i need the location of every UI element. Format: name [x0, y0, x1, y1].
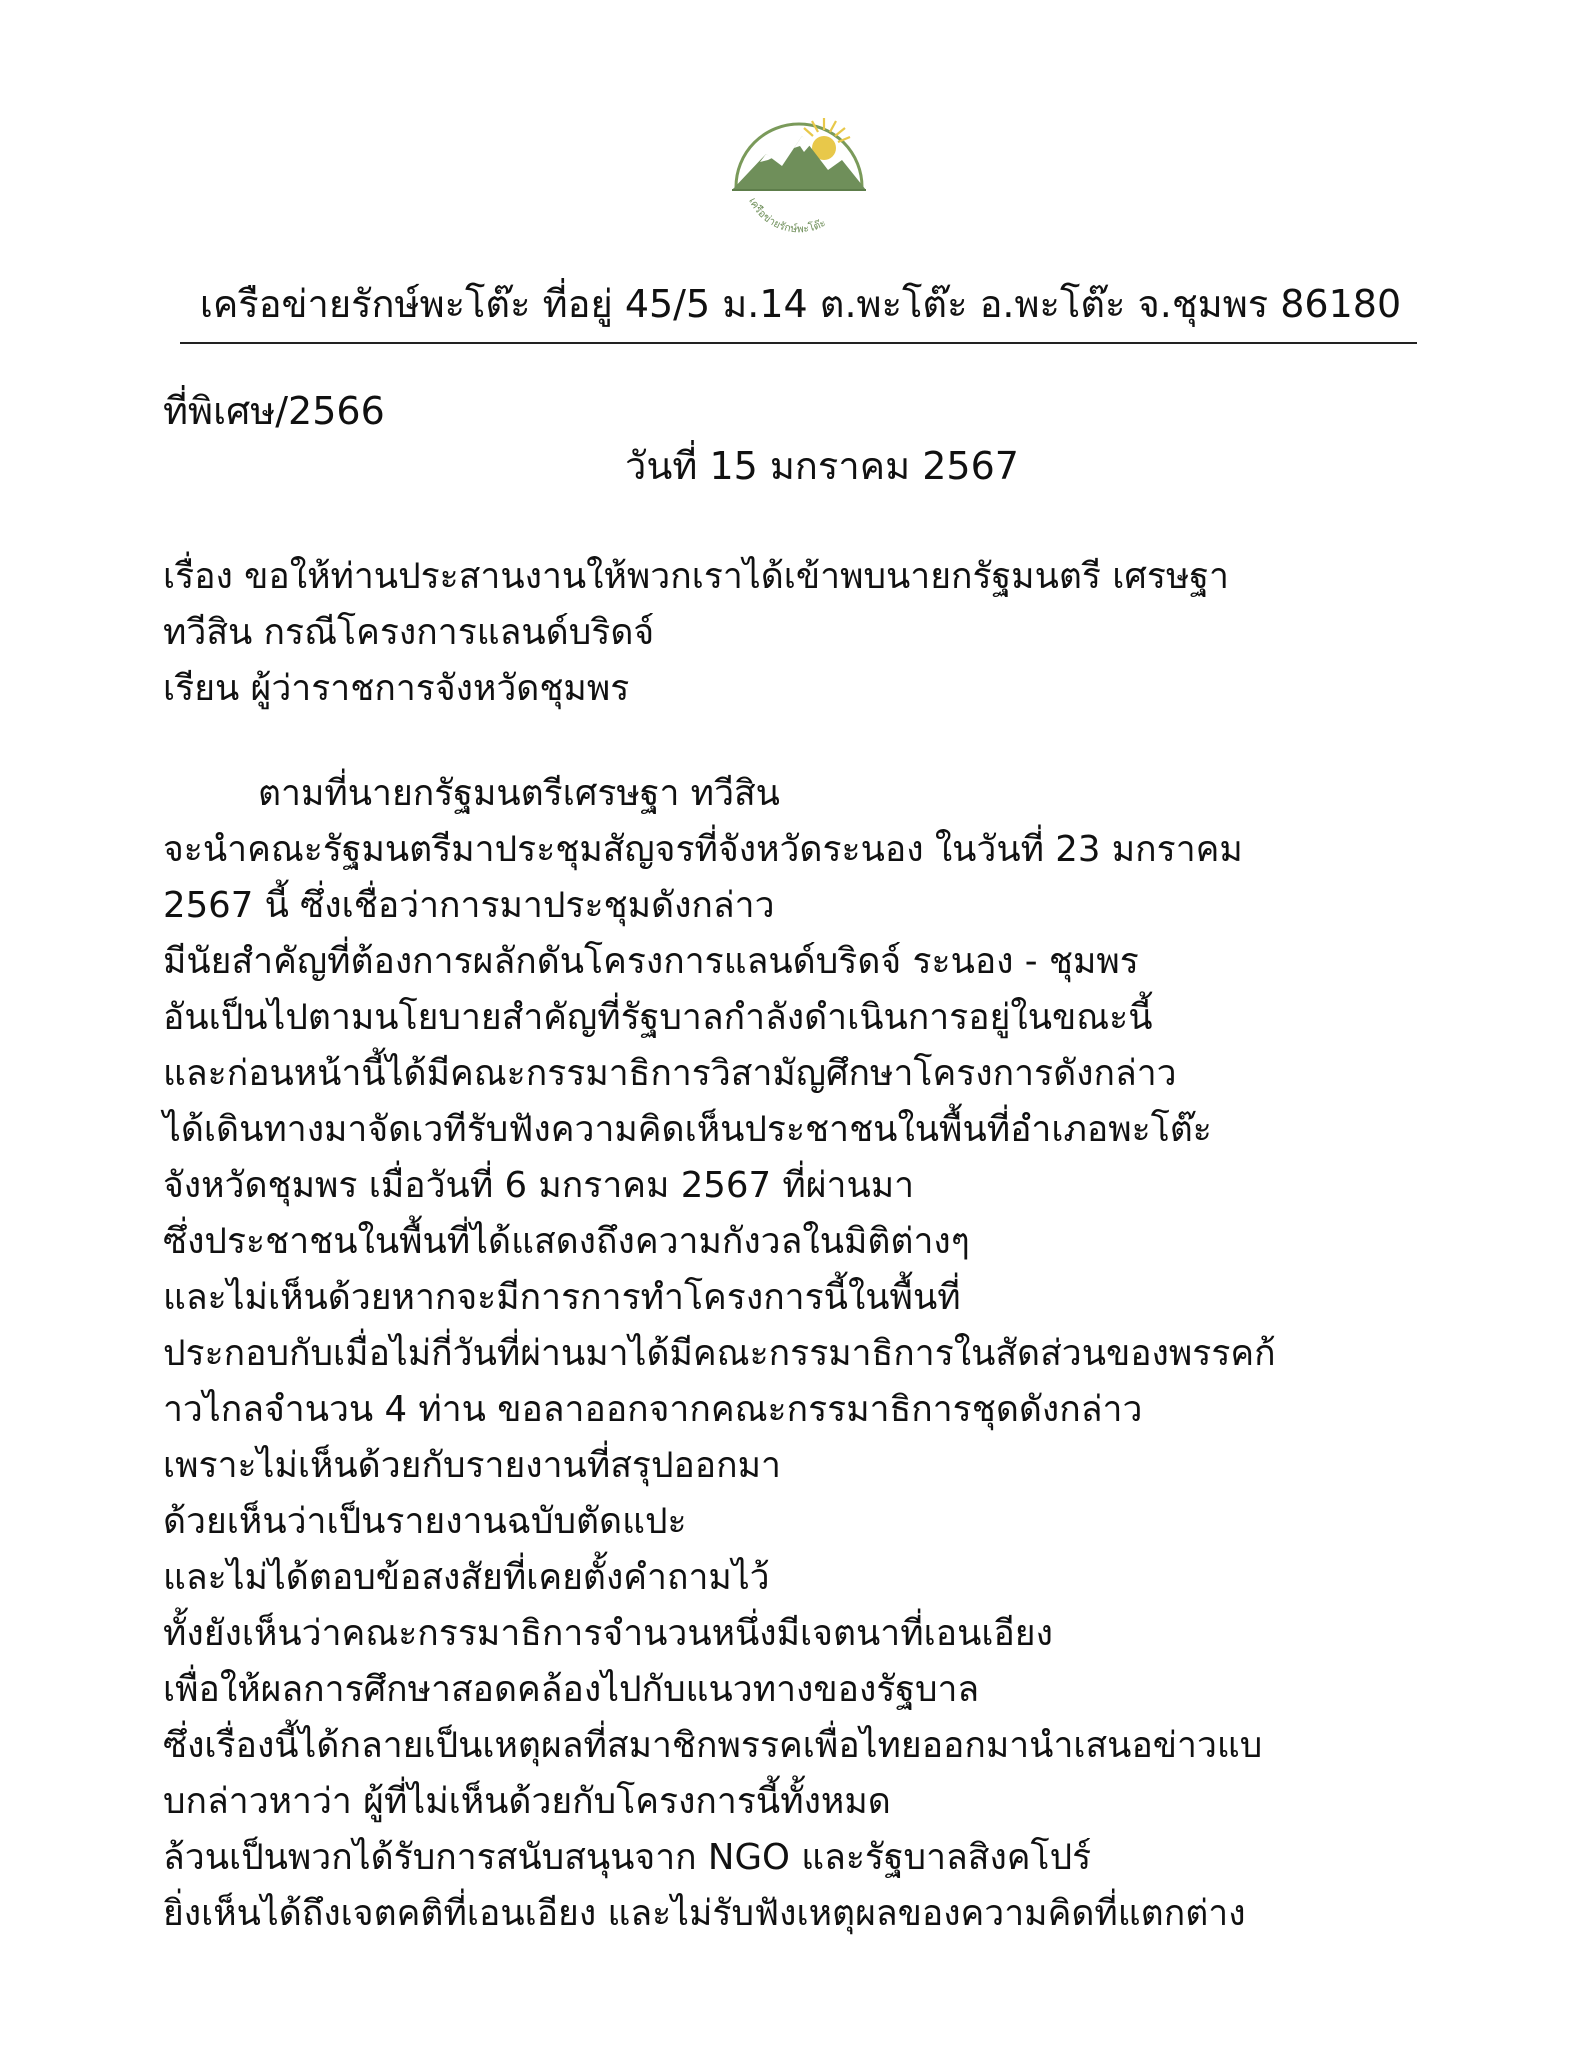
subject-line: เรื่อง ขอให้ท่านประสานงานให้พวกเราได้เข้าพบนายกรัฐมนตรี เศรษฐา: [163, 556, 1229, 597]
subject-line-continued: ทวีสิน กรณีโครงการแลนด์บริดจ์: [163, 612, 655, 653]
mountain-sun-logo-icon: [724, 92, 874, 252]
organization-address: เครือข่ายรักษ์พะโต๊ะ ที่อยู่ 45/5 ม.14 ต.พะโต๊ะ อ.พะโต๊ะ จ.ชุมพร 86180: [199, 282, 1402, 326]
body-line: ซึ่งเรื่องนี้ได้กลายเป็นเหตุผลที่สมาชิกพรรคเพื่อไทยออกมานำเสนอข่าวแบ: [163, 1725, 1263, 1766]
header-divider: [180, 342, 1417, 344]
body-line: จังหวัดชุมพร เมื่อวันที่ 6 มกราคม 2567 ที่ผ่านมา: [163, 1165, 915, 1206]
organization-logo: [724, 92, 874, 252]
body-line: ซึ่งประชาชนในพื้นที่ได้แสดงถึงความกังวลในมิติต่างๆ: [163, 1221, 970, 1262]
body-line: อันเป็นไปตามนโยบายสำคัญที่รัฐบาลกำลังดำเนินการอยู่ในขณะนี้: [163, 997, 1153, 1038]
body-line: เพื่อให้ผลการศึกษาสอดคล้องไปกับแนวทางของรัฐบาล: [163, 1669, 980, 1710]
letter-date: วันที่ 15 มกราคม 2567: [625, 444, 1019, 488]
salutation-line: เรียน ผู้ว่าราชการจังหวัดชุมพร: [163, 668, 630, 709]
body-line: ตามที่นายกรัฐมนตรีเศรษฐา ทวีสิน: [258, 773, 780, 814]
body-line: าวไกลจำนวน 4 ท่าน ขอลาออกจากคณะกรรมาธิการชุดดังกล่าว: [163, 1389, 1143, 1430]
body-line: ทั้งยังเห็นว่าคณะกรรมาธิการจำนวนหนึ่งมีเจตนาที่เอนเอียง: [163, 1613, 1053, 1654]
body-line: และไม่ได้ตอบข้อสงสัยที่เคยตั้งคำถามไว้: [163, 1557, 770, 1598]
logo-text: เครือข่ายรักษ์พะโต๊ะ: [746, 196, 828, 236]
body-line: ด้วยเห็นว่าเป็นรายงานฉบับตัดแปะ: [163, 1501, 687, 1542]
body-line: และก่อนหน้านี้ได้มีคณะกรรมาธิการวิสามัญศึกษาโครงการดังกล่าว: [163, 1053, 1177, 1094]
body-line: มีนัยสำคัญที่ต้องการผลักดันโครงการแลนด์บริดจ์ ระนอง - ชุมพร: [163, 941, 1139, 982]
body-line: ล้วนเป็นพวกได้รับการสนับสนุนจาก NGO และรัฐบาลสิงคโปร์: [163, 1837, 1092, 1878]
body-line: จะนำคณะรัฐมนตรีมาประชุมสัญจรที่จังหวัดระนอง ในวันที่ 23 มกราคม: [163, 829, 1243, 870]
body-line: และไม่เห็นด้วยหากจะมีการการทำโครงการนี้ในพื้นที่: [163, 1277, 961, 1318]
body-line: ยิ่งเห็นได้ถึงเจตคติที่เอนเอียง และไม่รับฟังเหตุผลของความคิดที่แตกต่าง: [163, 1893, 1246, 1934]
body-line: บกล่าวหาว่า ผู้ที่ไม่เห็นด้วยกับโครงการนี้ทั้งหมด: [163, 1781, 891, 1822]
body-line: เพราะไม่เห็นด้วยกับรายงานที่สรุปออกมา: [163, 1445, 781, 1486]
body-line: ได้เดินทางมาจัดเวทีรับฟังความคิดเห็นประชาชนในพื้นที่อำเภอพะโต๊ะ: [163, 1109, 1212, 1150]
letter-reference-number: ที่พิเศษ/2566: [163, 389, 385, 433]
body-line: 2567 นี้ ซึ่งเชื่อว่าการมาประชุมดังกล่าว: [163, 885, 775, 926]
body-line: ประกอบกับเมื่อไม่กี่วันที่ผ่านมาได้มีคณะกรรมาธิการในสัดส่วนของพรรคก้: [163, 1333, 1276, 1374]
